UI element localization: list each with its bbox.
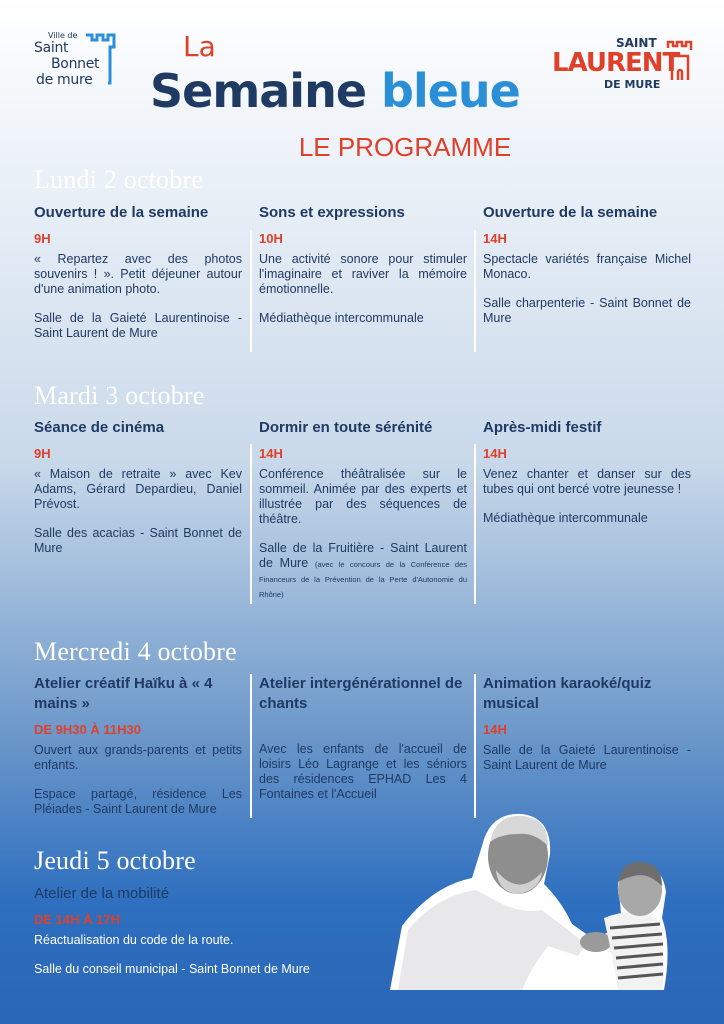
event-time: 9H <box>34 446 51 461</box>
event-time: DE 9H30 À 11H30 <box>34 722 141 737</box>
event-card <box>34 418 242 556</box>
event-place: Espace partagé, résidence Les Pléiades - Saint Laurent de Mure <box>34 787 242 816</box>
grandparent-child-photo <box>372 806 672 990</box>
event-desc: Une activité sonore pour stimuler l'imaginaire et raviver la mémoire émotionnelle. <box>259 252 467 296</box>
event-time: 14H <box>483 231 507 246</box>
logo-ville-label: Ville de <box>48 31 78 40</box>
event-desc: Ouvert aux grands-parents et petits enfants. <box>34 743 242 772</box>
column-divider <box>250 444 252 604</box>
event-card <box>34 203 242 341</box>
event-title: Ouverture de la semaine <box>34 204 209 221</box>
event-title: Sons et expressions <box>259 204 405 221</box>
event-time: 14H <box>259 446 283 461</box>
tower-icon <box>80 31 128 87</box>
event-title: Atelier de la mobilité <box>34 885 170 902</box>
column-divider <box>474 674 476 818</box>
event-note: (avec le concours de la Conférence des Financeurs de la Prévention de la Perte d'Autonomie du Rhône) <box>259 560 467 599</box>
event-place: Médiathèque intercommunale <box>259 311 424 325</box>
event-card <box>483 203 691 326</box>
saint-laurent-logo <box>548 34 698 94</box>
event-title: Dormir en toute sérénité <box>259 419 433 436</box>
logo-line2: Bonnet <box>51 56 100 72</box>
event-desc: Conférence théâtralisée sur le sommeil. Animée par des experts et illustrée par des séquences de théâtre. <box>259 467 467 526</box>
event-desc: Venez chanter et danser sur des tubes qui ont bercé votre jeunesse ! <box>483 467 691 496</box>
event-place: Salle des acacias - Saint Bonnet de Mure <box>34 526 242 555</box>
event-card <box>483 418 691 526</box>
saint-bonnet-logo <box>32 31 130 91</box>
column-divider <box>250 674 252 818</box>
event-time: DE 14H À 17H <box>34 912 120 927</box>
event-card <box>259 674 467 802</box>
day-heading-thursday: Jeudi 5 octobre <box>34 846 196 875</box>
logo-line3: de mure <box>36 72 93 88</box>
event-desc: Salle de la Gaieté Laurentinoise - Saint Laurent de Mure <box>483 743 691 772</box>
column-divider <box>250 230 252 352</box>
logo-demure: DE MURE <box>604 78 661 91</box>
event-time: 10H <box>259 231 283 246</box>
event-time: 14H <box>483 446 507 461</box>
event-title: Après-midi festif <box>483 419 602 436</box>
event-title: Atelier intergénérationnel de chants <box>259 675 463 712</box>
event-desc: « Maison de retraite » avec Kev Adams, Gérard Depardieu, Daniel Prévost. <box>34 467 242 511</box>
day-heading-tuesday: Mardi 3 octobre <box>34 381 205 410</box>
event-card <box>259 203 467 326</box>
column-divider <box>474 230 476 352</box>
event-place <box>259 541 467 601</box>
day-heading-wednesday: Mercredi 4 octobre <box>34 637 237 666</box>
event-time: 9H <box>34 231 51 246</box>
event-card <box>259 418 467 601</box>
event-place-text: Salle de la Fruitière - Saint Laurent de Mure <box>259 541 467 570</box>
event-title: Atelier créatif Haïku à « 4 mains » <box>34 675 213 712</box>
event-desc: Réactualisation du code de la route. <box>34 933 234 947</box>
page-title <box>150 64 520 118</box>
event-desc: « Repartez avec des photos souvenirs ! ». Petit déjeuner autour d'une animation photo. <box>34 252 242 296</box>
event-title: Séance de cinéma <box>34 419 165 436</box>
event-title: Animation karaoké/quiz musical <box>483 675 652 712</box>
logo-line1: Saint <box>34 40 69 56</box>
column-divider <box>474 444 476 604</box>
event-place: Salle de la Gaieté Laurentinoise - Saint Laurent de Mure <box>34 311 242 340</box>
event-card <box>483 674 691 773</box>
event-place: Médiathèque intercommunale <box>483 511 648 525</box>
title-part-a: Semaine <box>150 64 382 118</box>
logo-laurent: LAURENT <box>552 48 680 78</box>
event-card <box>34 674 242 817</box>
programme-heading: LE PROGRAMME <box>298 132 512 162</box>
event-place: Salle charpenterie - Saint Bonnet de Mure <box>483 296 691 325</box>
castle-icon <box>664 38 694 82</box>
title-la: La <box>183 30 216 63</box>
event-desc: Spectacle variétés française Michel Monaco. <box>483 252 691 281</box>
day-heading-monday: Lundi 2 octobre <box>34 165 204 194</box>
event-time: 14H <box>483 722 507 737</box>
event-desc: Avec les enfants de l'accueil de loisirs Léo Lagrange et les séniors des résidences EPHAD Les 4 Fontaines et l'Accueil <box>259 742 467 801</box>
event-card <box>34 884 334 977</box>
logo-saint: SAINT <box>616 36 657 50</box>
event-place: Salle du conseil municipal - Saint Bonnet de Mure <box>34 962 310 976</box>
event-title: Ouverture de la semaine <box>483 204 658 221</box>
title-part-b: bleue <box>381 64 520 118</box>
